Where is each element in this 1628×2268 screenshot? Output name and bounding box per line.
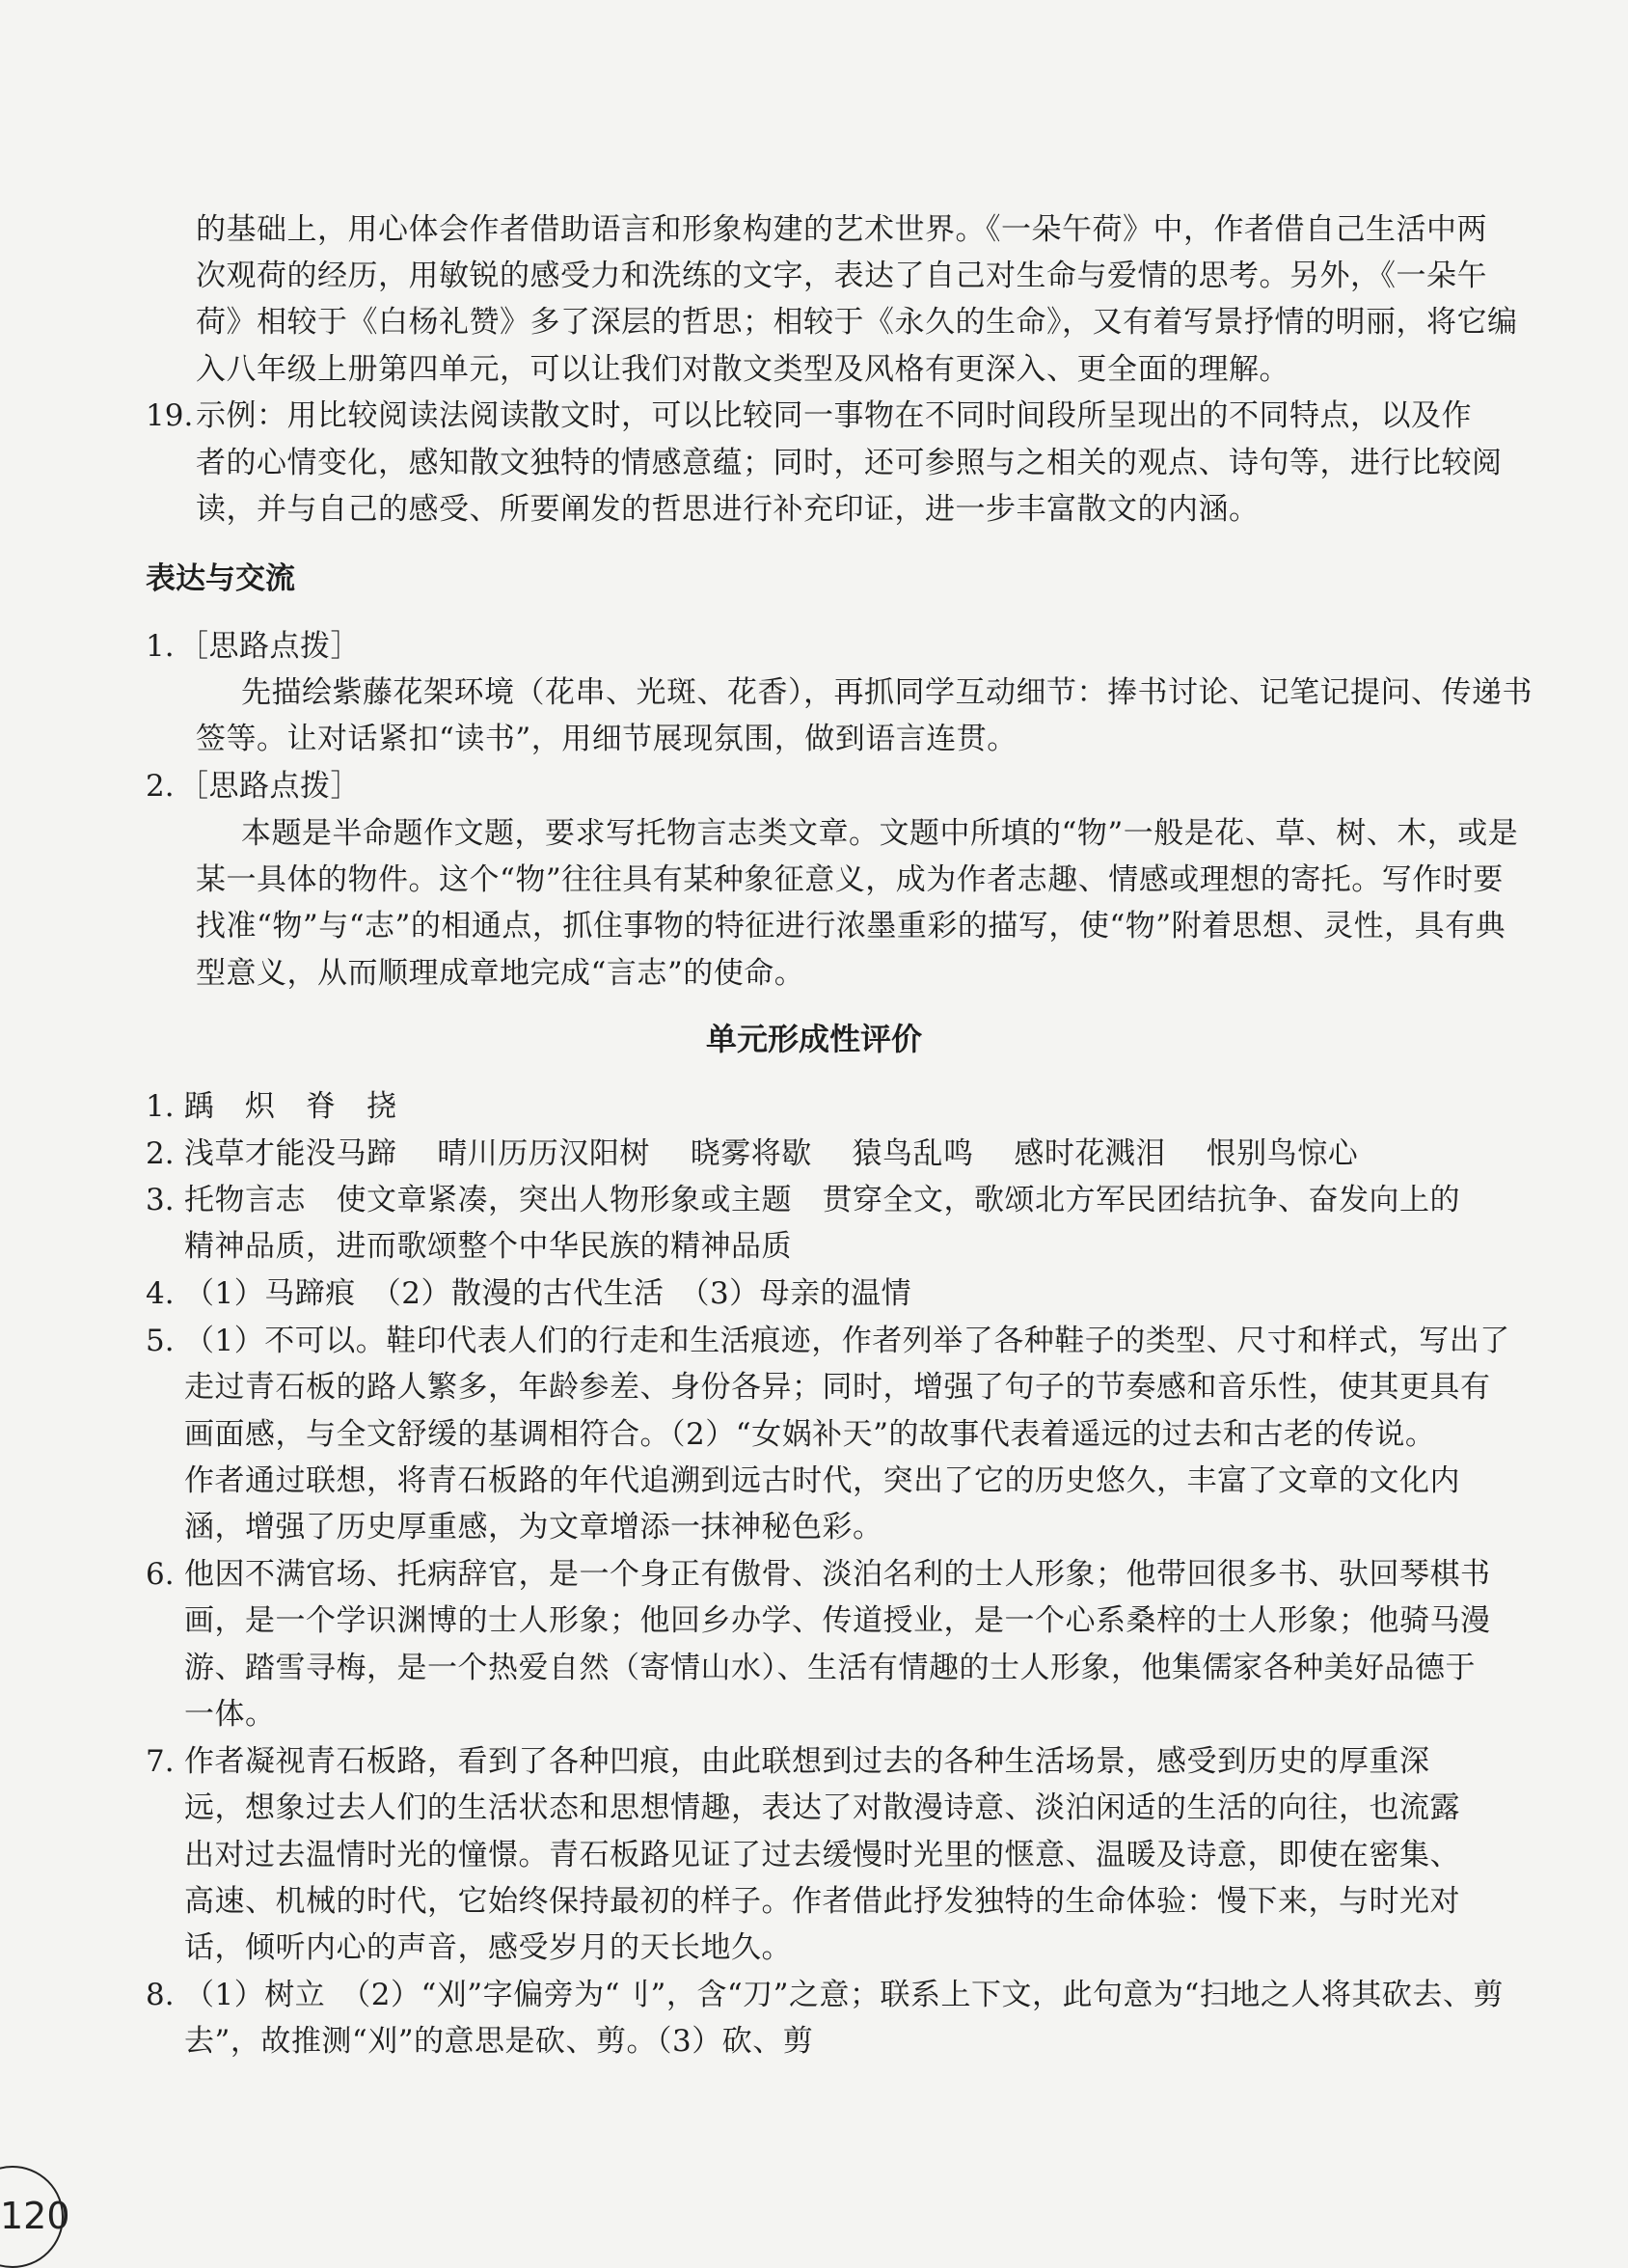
answer-line: （1）马蹄痕 （2）散漫的古代生活 （3）母亲的温情 <box>184 1276 912 1311</box>
hint-tag: ［思路点拨］ <box>178 769 361 804</box>
answer-line: 本题是半命题作文题，要求写托物言志类文章。文题中所填的“物”一般是花、草、树、木，或是 <box>241 816 1519 851</box>
continuation-line-3: 荷》相较于《白杨礼赞》多了深层的哲思；相较于《永久的生命》，又有着写景抒情的明丽，将它编 <box>196 305 1518 340</box>
answer-line: 精神品质，进而歌颂整个中华民族的精神品质 <box>184 1229 792 1264</box>
question-number: 1. <box>146 629 175 664</box>
question-number: 7. <box>146 1744 175 1779</box>
answer-line: （1）树立 （2）“刈”字偏旁为“刂”，含“刀”之意；联系上下文，此句意为“扫地之人将其砍去、剪 <box>184 1978 1504 2012</box>
answer-line: 画面感，与全文舒缓的基调相符合。（2）“女娲补天”的故事代表着遥远的过去和古老的传说。 <box>184 1417 1436 1452</box>
answer-line: 游、踏雪寻梅，是一个热爱自然（寄情山水）、生活有情趣的士人形象，他集儒家各种美好品德于 <box>184 1651 1476 1685</box>
answer-line: 他因不满官场、托病辞官，是一个身正有傲骨、淡泊名利的士人形象；他带回很多书、驮回琴棋书 <box>184 1557 1491 1592</box>
answer-line: 浅草才能没马蹄 晴川历历汉阳树 晓雾将歇 猿鸟乱鸣 感时花溅泪 恨别鸟惊心 <box>184 1136 1359 1171</box>
answer-line: 一体。 <box>184 1697 276 1732</box>
answer-line: 示例：用比较阅读法阅读散文时，可以比较同一事物在不同时间段所呈现出的不同特点，以及作 <box>196 398 1472 433</box>
answer-line: 作者凝视青石板路，看到了各种凹痕，由此联想到过去的各种生活场景，感受到历史的厚重深 <box>184 1744 1430 1779</box>
section-title-expression: 表达与交流 <box>146 561 295 596</box>
answer-line: 者的心情变化，感知散文独特的情感意蕴；同时，还可参照与之相关的观点、诗句等，进行比较阅 <box>196 446 1503 480</box>
answer-line: 去”，故推测“刈”的意思是砍、剪。（3）砍、剪 <box>184 2024 814 2059</box>
page-number: 120 <box>0 2195 70 2237</box>
continuation-line-4: 入八年级上册第四单元，可以让我们对散文类型及风格有更深入、更全面的理解。 <box>196 352 1289 387</box>
continuation-line-1: 的基础上，用心体会作者借助语言和形象构建的艺术世界。《一朵午荷》中，作者借自己生活中两 <box>196 212 1487 247</box>
question-number: 4. <box>146 1276 175 1311</box>
answer-line: 涵，增强了历史厚重感，为文章增添一抹神秘色彩。 <box>184 1510 883 1544</box>
answer-line: 型意义，从而顺理成章地完成“言志”的使命。 <box>196 956 805 991</box>
answer-line: 找准“物”与“志”的相通点，抓住事物的特征进行浓墨重彩的描写，使“物”附着思想、灵性，具有典 <box>196 909 1506 943</box>
continuation-line-2: 次观荷的经历，用敏锐的感受力和洗练的文字，表达了自己对生命与爱情的思考。另外，《一朵午 <box>196 259 1487 293</box>
answer-line: 踽 炽 脊 挠 <box>184 1089 397 1124</box>
answer-line: （1）不可以。鞋印代表人们的行走和生活痕迹，作者列举了各种鞋子的类型、尺寸和样式，写出了 <box>184 1324 1510 1358</box>
answer-line: 签等。让对话紧扣“读书”，用细节展现氛围，做到语言连贯。 <box>196 722 1018 756</box>
answer-line: 某一具体的物件。这个“物”往往具有某种象征意义，成为作者志趣、情感或理想的寄托。写作时要 <box>196 862 1504 897</box>
question-number: 2. <box>146 1136 175 1171</box>
question-number: 3. <box>146 1183 175 1217</box>
answer-line: 远，想象过去人们的生活状态和思想情趣，表达了对散漫诗意、淡泊闲适的生活的向往，也流露 <box>184 1790 1460 1825</box>
section-title-evaluation: 单元形成性评价 <box>705 1021 922 1057</box>
question-number: 5. <box>146 1324 175 1358</box>
answer-line: 先描绘紫藤花架环境（花串、光斑、花香），再抓同学互动细节：捧书讨论、记笔记提问、传递书 <box>241 675 1533 710</box>
answer-line: 作者通过联想，将青石板路的年代追溯到远古时代，突出了它的历史悠久，丰富了文章的文化内 <box>184 1463 1460 1498</box>
answer-line: 高速、机械的时代，它始终保持最初的样子。作者借此抒发独特的生命体验：慢下来，与时光对 <box>184 1884 1460 1919</box>
answer-line: 画，是一个学识渊博的士人形象；他回乡办学、传道授业，是一个心系桑梓的士人形象；他骑马漫 <box>184 1603 1491 1638</box>
question-number: 8. <box>146 1978 175 2012</box>
answer-line: 读，并与自己的感受、所要阐发的哲思进行补充印证，进一步丰富散文的内涵。 <box>196 492 1260 527</box>
answer-line: 托物言志 使文章紧凑，突出人物形象或主题 贯穿全文，歌颂北方军民团结抗争、奋发向上的 <box>184 1183 1460 1217</box>
answer-line: 出对过去温情时光的憧憬。青石板路见证了过去缓慢时光里的惬意、温暖及诗意，即使在密集、 <box>184 1838 1460 1872</box>
question-number: 19. <box>146 398 194 433</box>
answer-line: 话，倾听内心的声音，感受岁月的天长地久。 <box>184 1930 792 1965</box>
hint-tag: ［思路点拨］ <box>178 629 361 664</box>
question-number: 6. <box>146 1557 175 1592</box>
question-number: 1. <box>146 1089 175 1124</box>
answer-line: 走过青石板的路人繁多，年龄参差、身份各异；同时，增强了句子的节奏感和音乐性，使其更具有 <box>184 1370 1491 1405</box>
question-number: 2. <box>146 769 175 804</box>
